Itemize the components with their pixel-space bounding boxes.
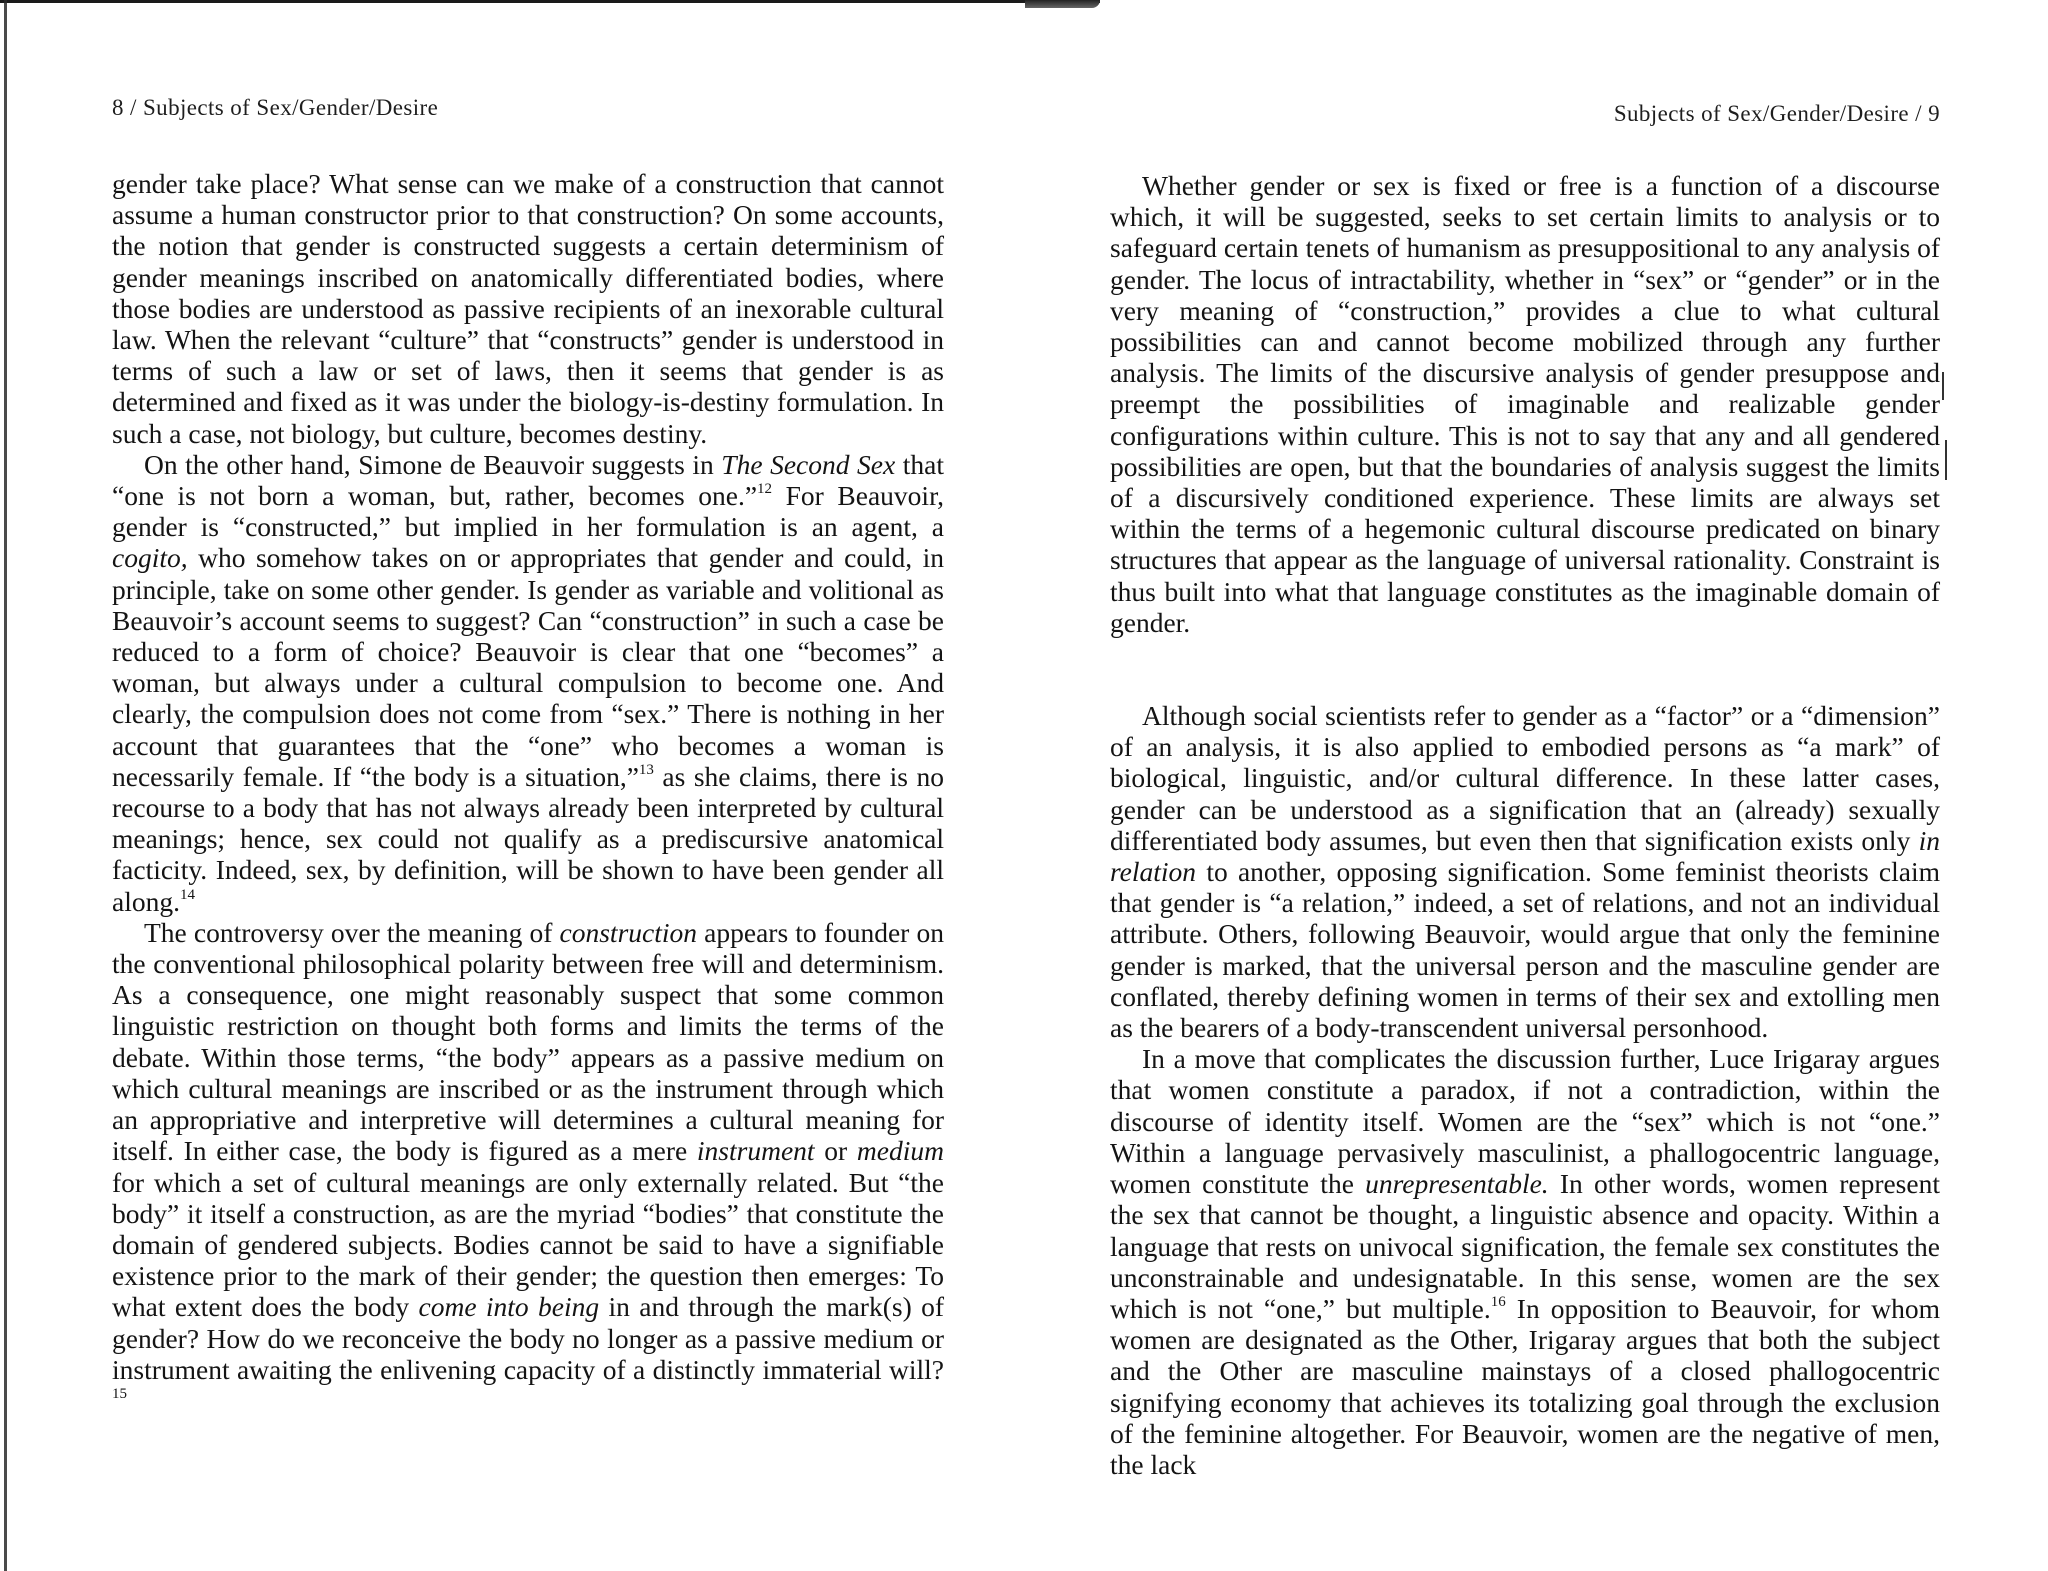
italic-text: cogito,: [112, 542, 188, 574]
paragraph: [112, 917, 944, 1416]
italic-text: instrument: [696, 1135, 815, 1167]
text-run: to another, opposing signification. Some feminist theorists claim that gender is “a relation,” indeed, a set of relations, and not an individual attribute. Others, following Beauvoir, would argue that only the feminine gender is marked, that the universal person and the masculine gender are conflated, thereby defining women in terms of their sex and extolling men as the bearers of a body-transcendent universal personhood.: [1110, 856, 1940, 1044]
italic-text: The Second Sex: [721, 448, 896, 480]
scan-edge-top: [0, 0, 1100, 3]
right-running-head: Subjects of Sex/Gender/Desire / 9: [1613, 101, 1940, 126]
paragraph: [112, 449, 944, 917]
text-run: On the other hand, Simone de Beauvoir suggests in: [144, 448, 722, 480]
left-running-head: 8 / Subjects of Sex/Gender/Desire: [112, 95, 439, 120]
text-run: For Beauvoir, gender is “constructed,” but implied in her formulation is an agent, a: [112, 480, 945, 543]
text-run: appears to founder on the conventional philosophical polarity between free will and determinism. As a consequence, one might reasonably suspect that some common linguistic restriction on thought both forms and limits the terms of the debate. Within those terms, “the body” appears as a passive medium on which cultural meanings are inscribed or as the instrument through which an appropriative and interpretive will determines a cultural meaning for itself. In either case, the body is figured as a mere: [112, 916, 944, 1167]
text-run: Although social scientists refer to gender as a “factor” or a “dimension” of an analysis, it is also applied to embodied persons as “a mark” of biological, linguistic, and/or cultural difference. In these latter cases, gender can be understood as a signification that an (already) sexually differentiated body assumes, but even then that signification exists only: [1110, 700, 1940, 856]
scan-margin-mark: [1942, 372, 1944, 400]
text-run: for which a set of cultural meanings are only externally related. But “the body” it itself a construction, as are the myriad “bodies” that constitute the domain of gendered subjects. Bodies cannot be said to have a signifiable existence prior to the mark of their gender; the question then emerges: To what extent does the body: [112, 1166, 944, 1323]
scan-artifact: [1025, 0, 1100, 8]
footnote-ref: 16: [1490, 1293, 1506, 1310]
italic-text: unrepresentable.: [1365, 1168, 1549, 1200]
paragraph: [1110, 700, 1940, 1043]
left-body-text: [112, 168, 944, 1416]
italic-text: medium: [856, 1135, 944, 1167]
paragraph: [1110, 1043, 1940, 1480]
italic-text: come into being: [418, 1291, 600, 1323]
text-run: Whether gender or sex is fixed or free is a function of a discourse which, it will be suggested, seeks to set certain limits to analysis or to safeguard certain tenets of humanism as presuppositional to any analysis of gender. The locus of intractability, whether in “sex” or “gender” or in the very meaning of “construction,” provides a clue to what cultural possibilities can and cannot become mobilized through any further analysis. The limits of the discursive analysis of gender presuppose and preempt the possibilities of imaginable and realizable gender configurations within culture. This is not to say that any and all gendered possibilities are open, but that the boundaries of analysis suggest the limits of a discursively conditioned experience. These limits are always set within the terms of a hegemonic cultural discourse predicated on binary structures that appear as the language of universal rationality. Constraint is thus built into what that language constitutes as the imaginable domain of gender.: [1110, 170, 1940, 638]
footnote-ref: 13: [638, 761, 654, 778]
scan-edge-left: [4, 0, 7, 1571]
text-run: In other words, women represent the sex that cannot be thought, a linguistic absence and opacity. Within a language that rests on univocal signification, the female sex constitutes the unconstrainable and undesignatable. In this sense, women are the sex which is not “one,” but multiple.: [1110, 1168, 1940, 1324]
text-run: as she claims, there is no recourse to a body that has not always already been interpreted by cultural meanings; hence, sex could not qualify as a prediscursive anatomical facticity. Indeed, sex, by definition, will be shown to have been gender all along.: [112, 760, 945, 917]
paragraph: [112, 168, 944, 449]
text-run: who somehow takes on or appropriates that gender and could, in principle, take on some other gender. Is gender as variable and volitional as Beauvoir’s account seems to suggest? Can “construction” in such a case be reduced to a form of choice? Beauvoir is clear that one “becomes” a woman, but always under a cultural compulsion to become one. And clearly, the compulsion does not come from “sex.” There is nothing in her account that guarantees that the “one” who becomes a woman is necessarily female. If “the body is a situation,”: [112, 542, 944, 792]
text-run: In opposition to Beauvoir, for whom women are designated as the Other, Irigaray argues that both the subject and the Other are masculine mainstays of a closed phallogocentric signifying economy that achieves its totalizing goal through the exclusion of the feminine altogether. For Beauvoir, women are the negative of men, the lack: [1110, 1292, 1940, 1480]
scan-margin-mark: [1945, 440, 1947, 480]
text-run: that “one is not born a woman, but, rather, becomes one.”: [112, 448, 944, 512]
footnote-ref: 14: [179, 886, 195, 903]
text-run: gender take place? What sense can we make of a construction that cannot assume a human constructor prior to that construction? On some accounts, the notion that gender is constructed suggests a certain determinism of gender meanings inscribed on anatomically differentiated bodies, where those bodies are understood as passive recipients of an inexorable cultural law. When the relevant “culture” that “constructs” gender is understood in terms of such a law or set of laws, then it seems that gender is as determined and fixed as it was under the biology-is-destiny formulation. In such a case, not biology, but culture, becomes destiny.: [112, 168, 944, 449]
text-run: or: [814, 1135, 857, 1167]
footnote-ref: 12: [757, 481, 773, 498]
italic-text: in relation: [1110, 824, 1940, 888]
paragraph: [1110, 170, 1940, 638]
text-run: The controversy over the meaning of: [144, 916, 560, 948]
text-run: In a move that complicates the discussion further, Luce Irigaray argues that women constitute a paradox, if not a contradiction, within the discourse of identity itself. Women are the “sex” which is not “one.” Within a language pervasively masculinist, a phallogocentric language, women constitute the: [1110, 1043, 1940, 1200]
text-run: in and through the mark(s) of gender? How do we reconceive the body no longer as a passive medium or instrument awaiting the enlivening capacity of a distinctly immaterial will?: [112, 1291, 945, 1385]
right-body-text: [1110, 170, 1940, 1480]
italic-text: construction: [559, 916, 698, 948]
footnote-ref: 15: [112, 1385, 127, 1402]
